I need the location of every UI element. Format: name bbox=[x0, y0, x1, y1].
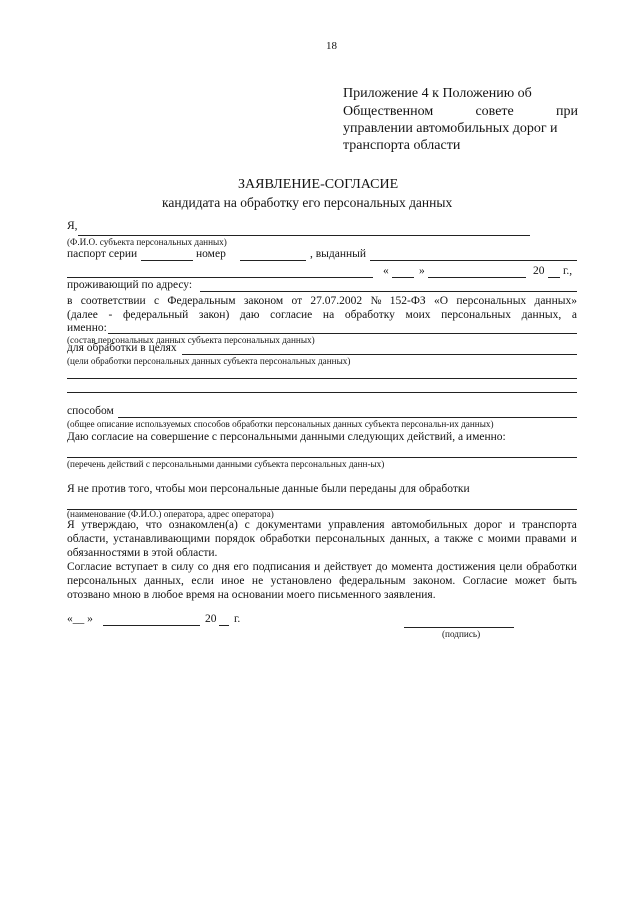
law-word: в bbox=[67, 295, 73, 307]
validity-word: и bbox=[314, 561, 321, 573]
residing-label: проживающий по адресу: bbox=[67, 279, 193, 291]
appendix-word: Общественном bbox=[343, 104, 434, 119]
law-word: персональных bbox=[456, 295, 527, 307]
validity-word: персональных bbox=[67, 575, 137, 587]
ya-label: Я, bbox=[67, 220, 78, 232]
fio-caption: (Ф.И.О. субъекта персональных данных) bbox=[67, 237, 227, 247]
ack-word: что bbox=[145, 519, 162, 531]
consent-line bbox=[67, 309, 577, 321]
ack-word: персональных bbox=[315, 533, 386, 545]
fio-field-line bbox=[78, 235, 530, 236]
composition-caption: (состав персональных данных субъекта персональных данных) bbox=[67, 335, 315, 345]
ack-word: документами bbox=[256, 519, 322, 531]
validity-word: иное bbox=[221, 575, 245, 587]
consent-word: а bbox=[571, 309, 577, 321]
sign-year-prefix: 20 bbox=[205, 613, 217, 625]
consent-word: - bbox=[108, 309, 113, 321]
validity-word: действует bbox=[324, 561, 373, 573]
ack-word: с bbox=[477, 533, 483, 545]
transfer-line: Я не против того, чтобы мои персональные данные были переданы для обработки bbox=[67, 483, 470, 495]
appendix-line-2 bbox=[343, 104, 578, 120]
law-word: законом bbox=[243, 295, 284, 307]
ack-word: и bbox=[570, 533, 577, 545]
purpose-extra-line-1 bbox=[67, 378, 577, 379]
consent-word: закон) bbox=[198, 309, 230, 321]
validity-word: установлено bbox=[270, 575, 332, 587]
address-line bbox=[200, 291, 577, 292]
validity-word: не bbox=[251, 575, 264, 587]
date-year-line bbox=[548, 277, 560, 278]
validity-word: момента bbox=[391, 561, 433, 573]
namely-label: именно: bbox=[67, 322, 107, 334]
purpose-label: для обработки в целях bbox=[67, 342, 177, 354]
ack-line-3: обязанностями в этой области. bbox=[67, 547, 218, 559]
law-word: № bbox=[370, 295, 382, 307]
date-month-line bbox=[428, 277, 526, 278]
validity-word: в bbox=[161, 561, 168, 573]
validity-word: подписания bbox=[252, 561, 311, 573]
sign-year-suffix: г. bbox=[234, 613, 241, 625]
appendix-line-3: управлении автомобильных дорог и bbox=[343, 121, 558, 136]
validity-line-3: отозвано мною в любое время на основании моего письменного заявления. bbox=[67, 589, 436, 601]
passport-series-line bbox=[141, 260, 193, 261]
document-subtitle: кандидата на обработку его персональных данных bbox=[162, 195, 453, 210]
ack-word: устанавливающими bbox=[113, 533, 211, 545]
consent-word: (далее bbox=[67, 309, 98, 321]
validity-line-2 bbox=[67, 575, 577, 587]
document-title: ЗАЯВЛЕНИЕ-СОГЛАСИЕ bbox=[238, 177, 399, 192]
validity-word: законом. bbox=[413, 575, 456, 587]
ack-word: области, bbox=[67, 533, 109, 545]
consent-word: согласие bbox=[270, 309, 313, 321]
ack-word: а bbox=[434, 533, 440, 545]
ack-word: транспорта bbox=[521, 519, 577, 531]
validity-word: обработки bbox=[526, 561, 577, 573]
validity-word: дня bbox=[212, 561, 230, 573]
consent-word: даю bbox=[239, 309, 260, 321]
ack-line-2 bbox=[67, 533, 577, 545]
actions-line: Даю согласие на совершение с персональными данными следующих действий, а именно: bbox=[67, 431, 506, 443]
law-word: 27.07.2002 bbox=[310, 295, 363, 307]
actions-field-line bbox=[67, 457, 577, 458]
validity-word: Согласие bbox=[462, 575, 508, 587]
ack-word: данных, bbox=[389, 533, 430, 545]
passport-series-label: паспорт серии bbox=[67, 248, 138, 260]
ack-word: с bbox=[244, 519, 250, 531]
appendix-word: совете bbox=[475, 104, 514, 119]
appendix-word: при bbox=[556, 104, 578, 119]
issuer-line bbox=[67, 277, 373, 278]
passport-number-line bbox=[240, 260, 306, 261]
passport-number-label: номер bbox=[196, 248, 226, 260]
validity-word: если bbox=[191, 575, 214, 587]
ack-word: моими bbox=[487, 533, 521, 545]
validity-word: данных, bbox=[144, 575, 184, 587]
validity-word: со bbox=[197, 561, 209, 573]
sign-date-open: «__ » bbox=[67, 613, 93, 625]
ack-word: управления bbox=[328, 519, 385, 531]
method-caption: (общее описание используемых способов обработки персональных данных субъекта персональн-их данных) bbox=[67, 419, 494, 429]
ack-word: ознакомлен(а) bbox=[168, 519, 238, 531]
signature-line bbox=[404, 627, 514, 628]
law-word: Федеральным bbox=[167, 295, 236, 307]
composition-line bbox=[108, 333, 577, 334]
consent-word: персональных bbox=[441, 309, 511, 321]
validity-word: Согласие bbox=[67, 561, 112, 573]
law-word: от bbox=[291, 295, 303, 307]
law-word: с bbox=[154, 295, 160, 307]
validity-word: может bbox=[514, 575, 546, 587]
date-open: « bbox=[383, 265, 389, 277]
validity-word: быть bbox=[553, 575, 577, 587]
law-word: данных» bbox=[534, 295, 577, 307]
method-line bbox=[118, 417, 577, 418]
law-word: 152-ФЗ bbox=[389, 295, 426, 307]
validity-word: силу bbox=[171, 561, 194, 573]
ack-word: Я bbox=[67, 519, 75, 531]
sign-month-line bbox=[103, 625, 200, 626]
law-word: «О bbox=[433, 295, 449, 307]
ack-word: обработки bbox=[259, 533, 311, 545]
validity-word: достижения bbox=[436, 561, 496, 573]
law-line bbox=[67, 295, 577, 307]
page-number: 18 bbox=[326, 40, 337, 52]
validity-word: до bbox=[375, 561, 388, 573]
purpose-extra-line-2 bbox=[67, 392, 577, 393]
ack-word: утверждаю, bbox=[81, 519, 139, 531]
consent-word: федеральный bbox=[122, 309, 189, 321]
ack-line-1 bbox=[67, 519, 577, 531]
validity-word: его bbox=[233, 561, 249, 573]
ack-word: и bbox=[508, 519, 516, 531]
validity-line-1 bbox=[67, 561, 577, 573]
ack-word: правами bbox=[525, 533, 566, 545]
issued-line bbox=[370, 260, 577, 261]
appendix-line-4: транспорта области bbox=[343, 138, 461, 153]
method-label: способом bbox=[67, 405, 114, 417]
actions-caption: (перечень действий с персональными данными субъекта персональных данн-ых) bbox=[67, 459, 385, 469]
validity-word: цели bbox=[499, 561, 523, 573]
consent-word: моих bbox=[405, 309, 431, 321]
issued-label: , выданный bbox=[310, 248, 367, 260]
signature-caption: (подпись) bbox=[442, 629, 481, 639]
date-year-prefix: 20 bbox=[533, 265, 545, 277]
date-day-line bbox=[392, 277, 414, 278]
ack-word: также bbox=[444, 533, 474, 545]
ack-word: автомобильных bbox=[391, 519, 468, 531]
consent-word: данных, bbox=[521, 309, 562, 321]
consent-word: обработку bbox=[344, 309, 395, 321]
ack-word: порядок bbox=[214, 533, 256, 545]
date-year-suffix: г., bbox=[563, 265, 573, 277]
ack-word: дорог bbox=[474, 519, 503, 531]
consent-word: на bbox=[322, 309, 335, 321]
operator-caption: (наименование (Ф.И.О.) оператора, адрес оператора) bbox=[67, 509, 274, 519]
sign-year-line bbox=[219, 625, 229, 626]
appendix-line-1: Приложение 4 к Положению об bbox=[343, 86, 532, 101]
date-close: » bbox=[419, 265, 425, 277]
purpose-caption: (цели обработки персональных данных субъекта персональных данных) bbox=[67, 356, 351, 366]
validity-word: федеральным bbox=[339, 575, 406, 587]
law-word: соответствии bbox=[80, 295, 146, 307]
purpose-line bbox=[182, 354, 577, 355]
validity-word: вступает bbox=[115, 561, 159, 573]
